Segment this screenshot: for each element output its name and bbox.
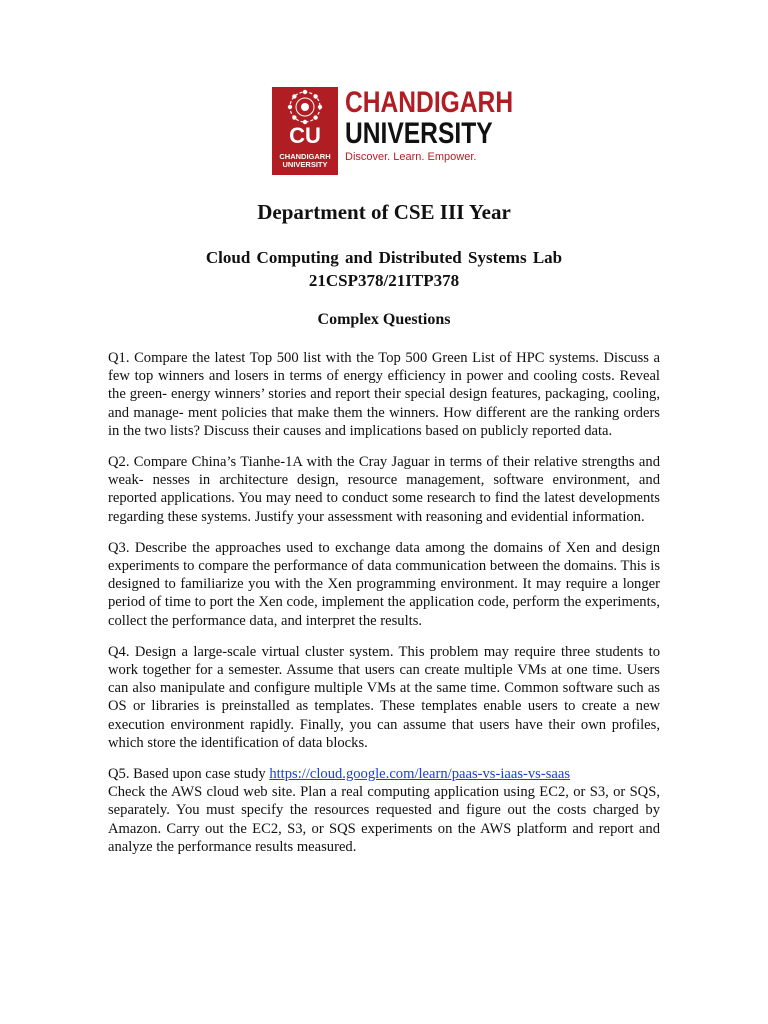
question-5-body: Check the AWS cloud web site. Plan a real computing application using EC2, or S3, or SQS, separately. You must specify the resources requested and figure out the costs charged by Amazon. Carry out the EC2, S3, or SQS experiments on the AWS platform and report and analyze the performance results measured. <box>108 784 660 855</box>
university-logo <box>272 86 514 175</box>
badge-name <box>272 153 338 169</box>
course-title: Cloud Computing and Distributed Systems Lab <box>205 248 563 267</box>
badge-name-line2: UNIVERSITY <box>282 160 328 169</box>
questions-list <box>108 349 660 869</box>
logo-wordmark <box>345 87 550 165</box>
question-5-prefix: Q5. Based upon case study <box>108 766 270 783</box>
question-3: Q3. Describe the approaches used to exchange data among the domains of Xen and design experiments to compare the performance of data communication between the domains. This is designed to familiarize you with the Xen programming environment. It may require a longer period of time to port the Xen code, implement the application code, perform the experiments, collect the performance data, and interpret the results. <box>108 539 660 629</box>
case-study-link[interactable]: https://cloud.google.com/learn/paas-vs-iaas-vs-saas <box>269 766 571 783</box>
question-5 <box>108 765 660 856</box>
badge-letters: CU <box>289 123 321 148</box>
question-2: Q2. Compare China’s Tianhe-1A with the Cray Jaguar in terms of their relative strengths and weak- nesses in architecture design, resource management, software environment, and reported applications. You may need to conduct some research to find the latest developments regarding these systems. Justify your assessment with reasoning and evidential information. <box>108 454 660 525</box>
course-code: 21CSP378/21ITP378 <box>308 271 460 290</box>
badge-name-line1: CHANDIGARH <box>279 152 331 161</box>
people-circle-icon <box>272 87 338 127</box>
question-4: Q4. Design a large-scale virtual cluster system. This problem may require three students to work together for a semester. Assume that users can create multiple VMs at one time. Users can also manipulate and configure multiple VMs at the same time. Common software such as OS or libraries is preinstalled as templates. These templates enable users to create a new execution environment rapidly. Finally, you can assume that users have their own profiles, which store the identification of data blocks. <box>108 643 660 751</box>
question-1: Q1. Compare the latest Top 500 list with the Top 500 Green List of HPC systems. Discuss a few top winners and losers in terms of energy efficiency in power and cooling costs. Reveal the green- energy winners’ stories and report their special design features, packaging, cooling, and manage- ment policies that make them the winners. How different are the ranking orders in the two lists? Discuss their causes and implications based on publicly reported data. <box>108 350 660 439</box>
logo-tagline: Discover. Learn. Empower. <box>345 151 477 163</box>
logo-badge <box>272 87 338 175</box>
section-title: Complex Questions <box>317 311 451 328</box>
logo-line2: UNIVERSITY <box>345 117 493 150</box>
department-title: Department of CSE III Year <box>257 200 511 224</box>
question-5-first-line <box>108 765 660 783</box>
logo-line1: CHANDIGARH <box>345 86 514 119</box>
